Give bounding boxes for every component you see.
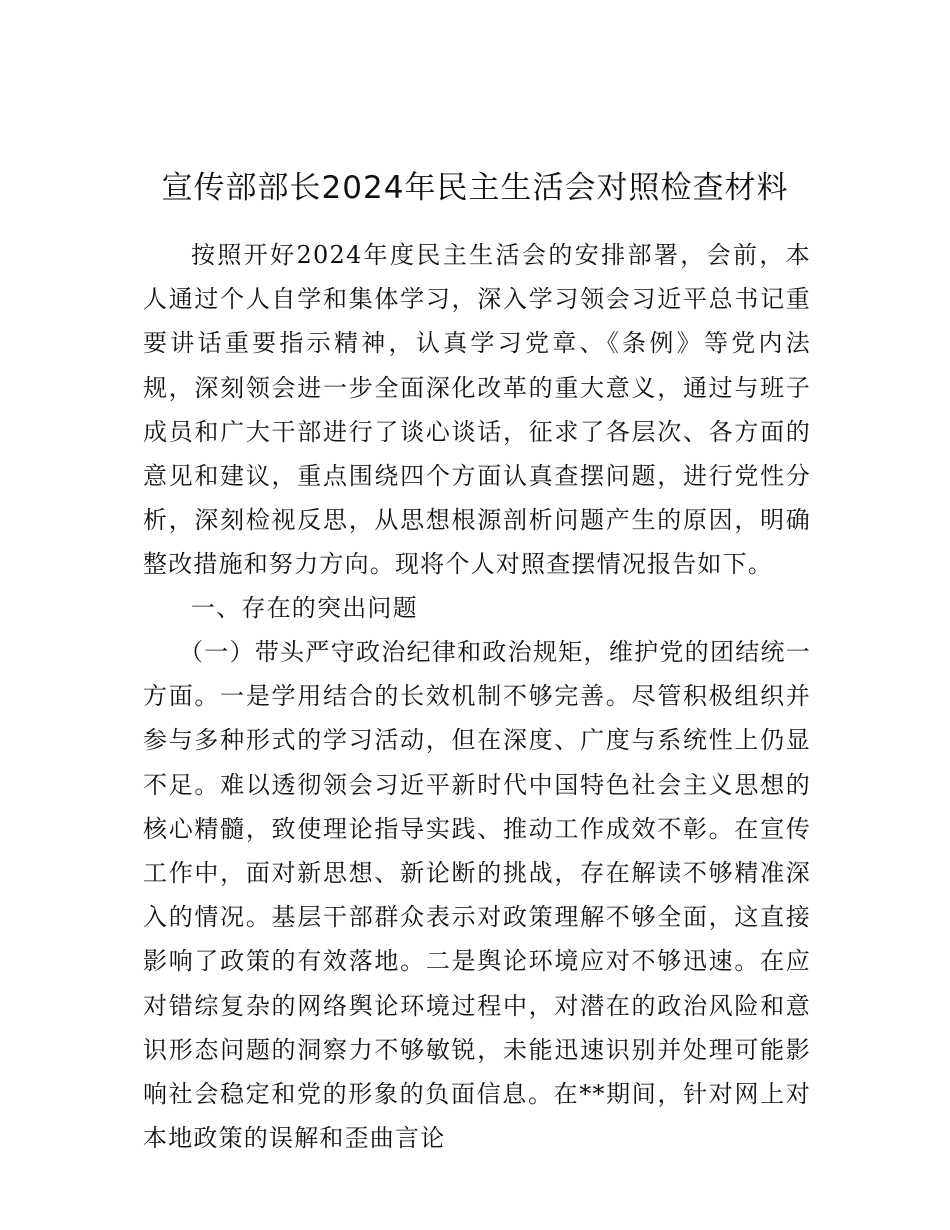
document-title: 宣传部部长2024年民主生活会对照检查材料: [161, 170, 789, 206]
intro-paragraph: 按照开好2024年度民主生活会的安排部署，会前，本人通过个人自学和集体学习，深入学习领会习近平总书记重要讲话重要指示精神，认真学习党章、《条例》等党内法规，深刻领会进一步全面深化改革的重大意义，通过与班子成员和广大干部进行了谈心谈话，征求了各层次、各方面的意见和建议，重点围绕四个方面认真查摆问题，进行党性分析，深刻检视反思，从思想根源剖析问题产生的原因，明确整改措施和努力方向。现将个人对照查摆情况报告如下。: [143, 241, 811, 579]
section-heading: 一、存在的突出问题: [191, 594, 418, 622]
section-paragraph: （一）带头严守政治纪律和政治规矩，维护党的团结统一方面。一是学用结合的长效机制不够完善。尽管积极组织并参与多种形式的学习活动，但在深度、广度与系统性上仍显不足。难以透彻领会习近平新时代中国特色社会主义思想的核心精髓，致使理论指导实践、推动工作成效不彰。在宣传工作中，面对新思想、新论断的挑战，存在解读不够精准深入的情况。基层干部群众表示对政策理解不够全面，这直接影响了政策的有效落地。二是舆论环境应对不够迅速。在应对错综复杂的网络舆论环境过程中，对潜在的政治风险和意识形态问题的洞察力不够敏锐，未能迅速识别并处理可能影响社会稳定和党的形象的负面信息。在**期间，针对网上对本地政策的误解和歪曲言论: [143, 638, 811, 1153]
